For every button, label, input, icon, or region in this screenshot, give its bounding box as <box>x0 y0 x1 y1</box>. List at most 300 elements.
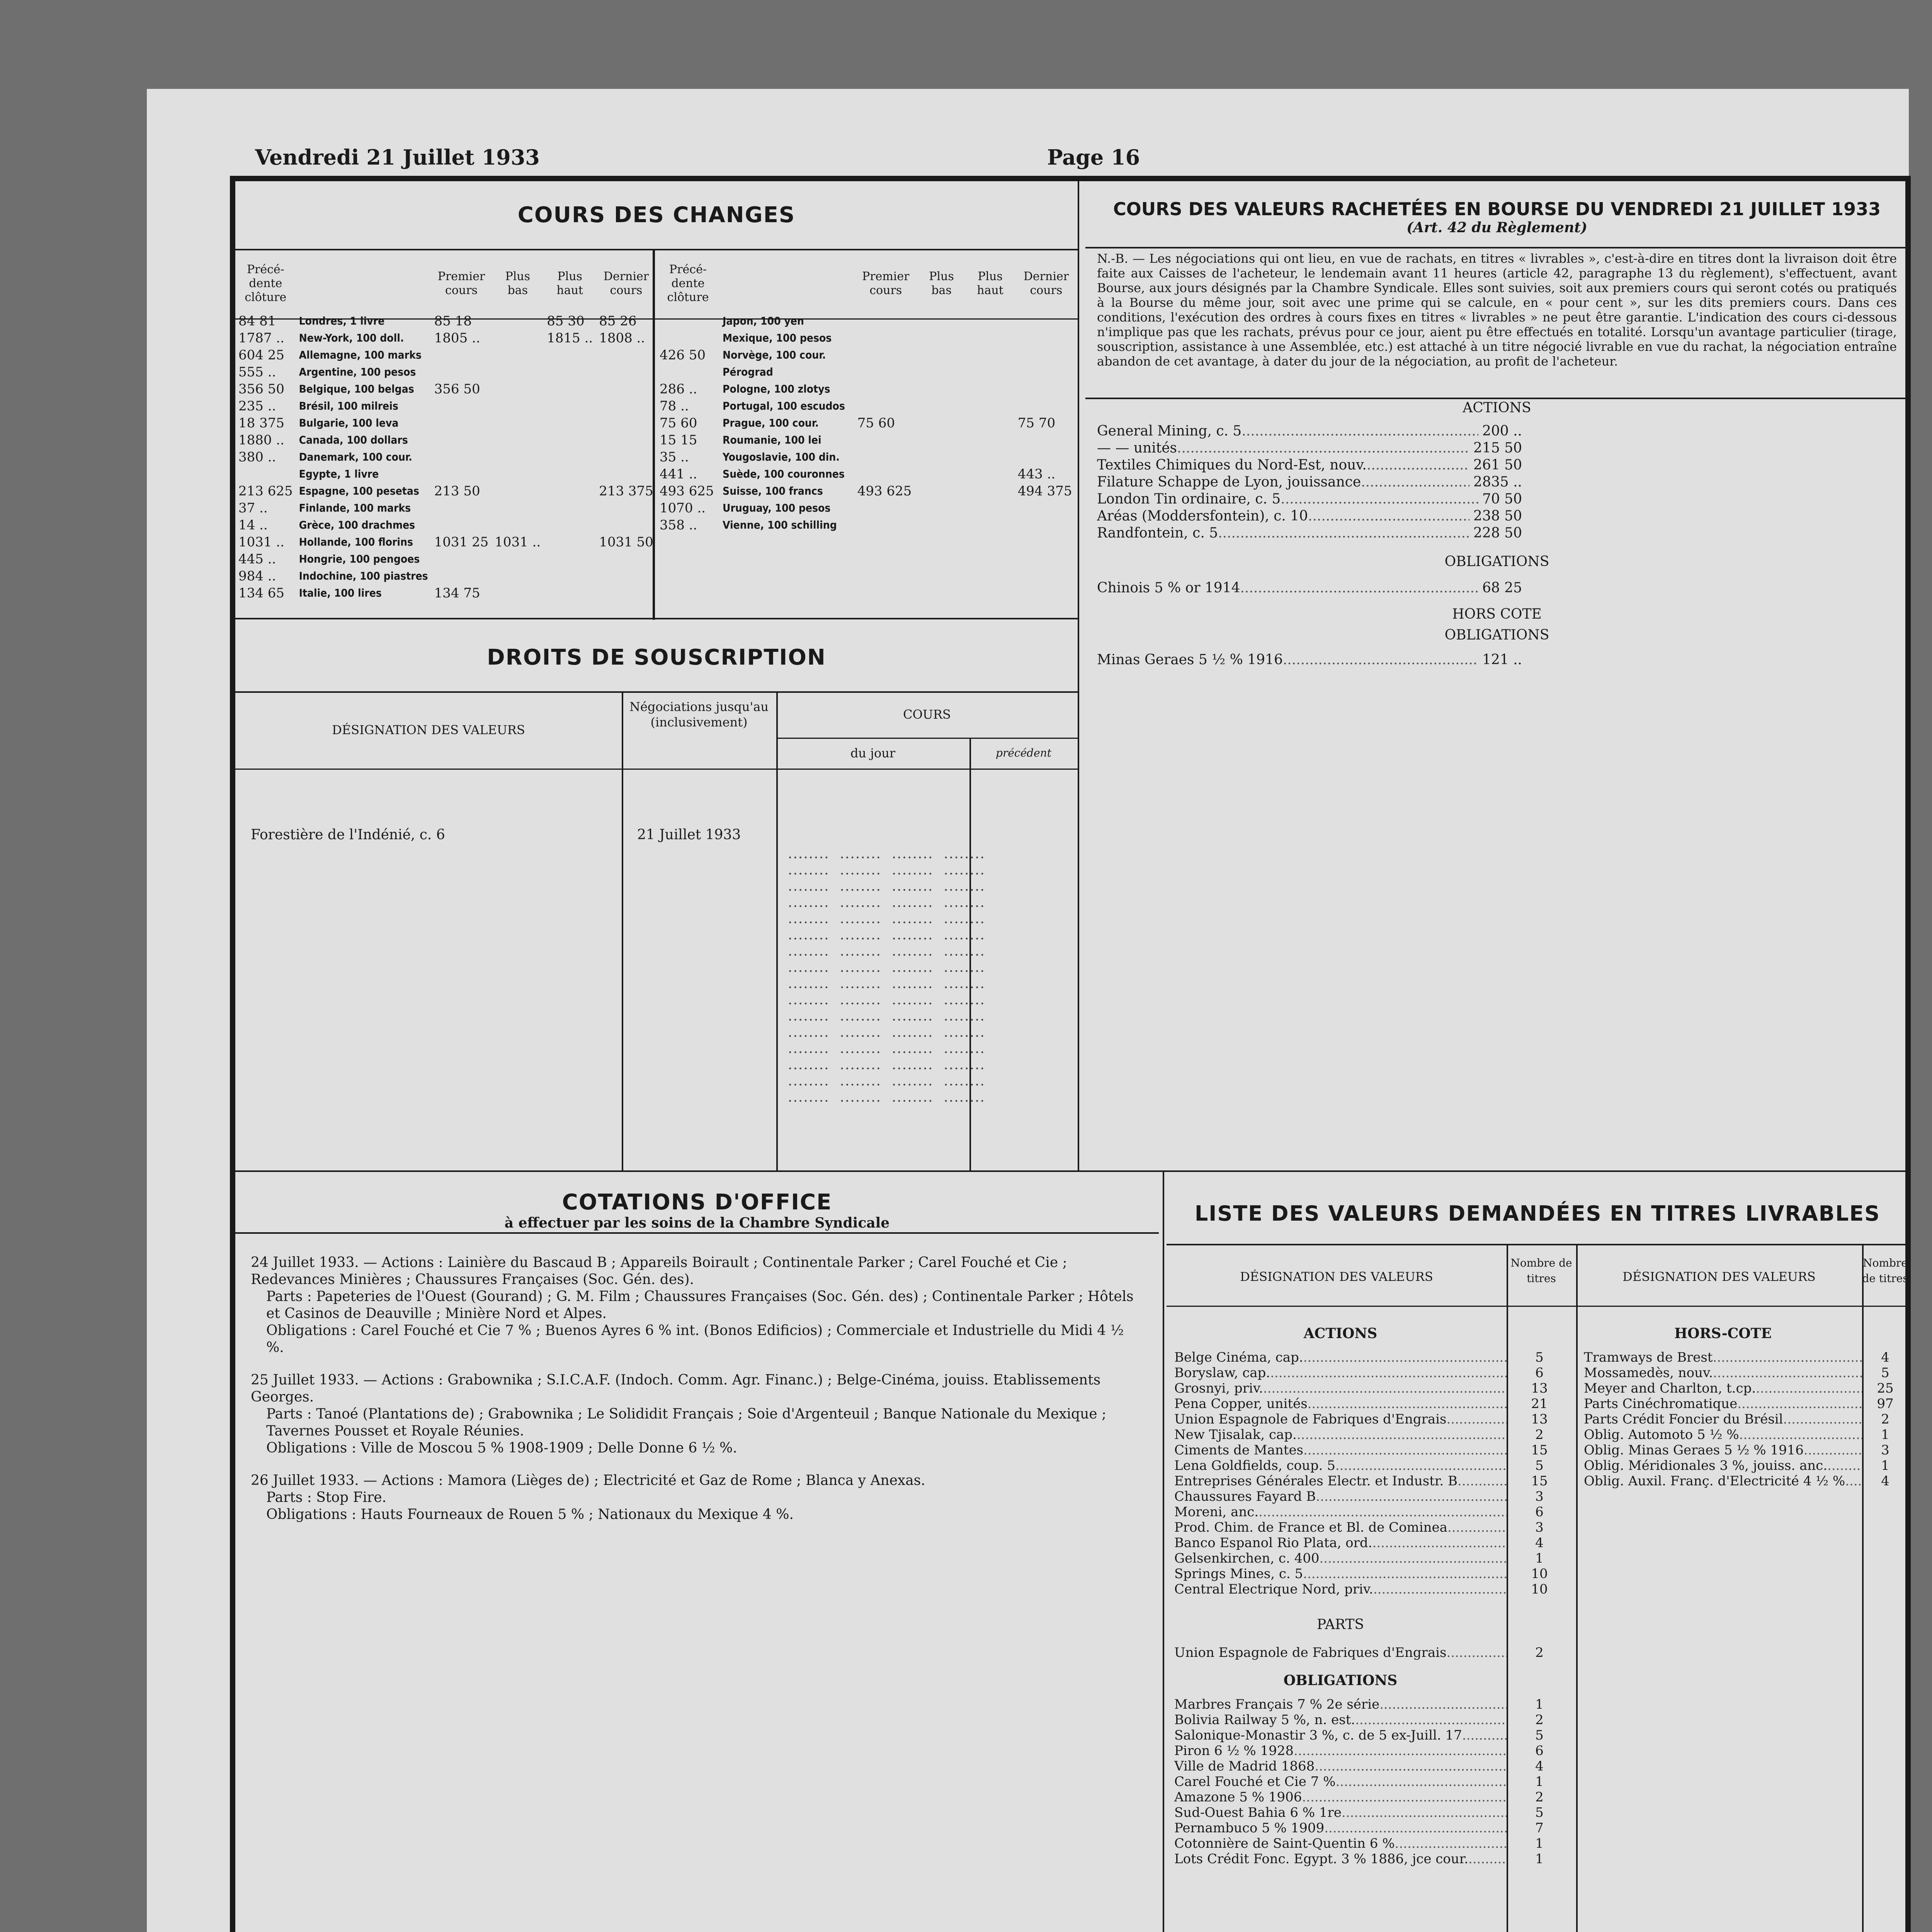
changes-value: 604 25 <box>238 347 284 363</box>
changes-value <box>492 364 544 381</box>
changes-value <box>596 517 656 534</box>
changes-value <box>917 347 966 364</box>
changes-value <box>966 398 1015 415</box>
changes-col-header: Dernier cours <box>1023 270 1069 297</box>
livrables-action-label: Grosnyi, priv. <box>1174 1381 1263 1396</box>
changes-value <box>492 398 544 415</box>
livrables-action <box>1174 1365 1572 1381</box>
livrables-oblig-cell <box>1174 1774 1507 1789</box>
changes-row <box>235 449 656 466</box>
changes-value <box>596 568 656 585</box>
changes-col-header <box>296 255 431 313</box>
souscription-row-name: Forestière de l'Indénié, c. 6 <box>251 827 445 843</box>
newspaper-page <box>147 89 1909 1932</box>
changes-value <box>544 415 596 432</box>
livrables-horscote-cell <box>1584 1427 1862 1442</box>
livrables-oblig-leader <box>1342 1805 1507 1820</box>
rachetees-action-label: — — unités <box>1097 440 1177 456</box>
livrables-action-count: 10 <box>1531 1566 1548 1582</box>
changes-currency: Egypte, 1 livre <box>299 468 379 480</box>
changes-col-header: Plus haut <box>977 270 1003 297</box>
changes-value <box>596 585 656 602</box>
changes-value <box>966 381 1015 398</box>
changes-currency: Finlande, 100 marks <box>299 502 411 514</box>
livrables-horscote-leader <box>1713 1350 1862 1365</box>
livrables-part-count: 2 <box>1535 1645 1544 1660</box>
changes-row <box>656 466 1078 483</box>
livrables-action-label: Lena Goldfields, coup. 5 <box>1174 1458 1335 1473</box>
rachetees-oblig-value: 68 25 <box>1482 580 1522 596</box>
changes-value <box>596 551 656 568</box>
rachetees-horscote-value: 121 .. <box>1482 652 1522 668</box>
changes-col-header: Plus haut <box>556 270 583 297</box>
livrables-oblig-label: Cotonnière de Saint-Quentin 6 % <box>1174 1836 1395 1851</box>
changes-currency: Bulgarie, 100 leva <box>299 417 399 429</box>
rachetees-oblig-leader <box>1240 580 1478 597</box>
rachetees-subtitle: (Art. 42 du Règlement) <box>1406 219 1587 236</box>
livrables-horscote-leader <box>1827 1458 1862 1473</box>
changes-row <box>235 381 656 398</box>
changes-value <box>544 534 596 551</box>
rachetees-action-label: Aréas (Moddersfontein), c. 10 <box>1097 508 1308 524</box>
rachetees-action-leader <box>1177 440 1469 457</box>
changes-value <box>492 432 544 449</box>
livrables-action <box>1174 1566 1572 1582</box>
livrables-part <box>1174 1645 1572 1660</box>
changes-currency: Uruguay, 100 pesos <box>723 502 831 514</box>
changes-currency: Pologne, 100 zlotys <box>723 383 830 395</box>
livrables-action-count: 21 <box>1531 1396 1548 1412</box>
changes-row <box>235 500 656 517</box>
rachetees-action-label: Textiles Chimiques du Nord-Est, nouv. <box>1097 457 1367 473</box>
changes-value: 1787 .. <box>238 330 284 346</box>
changes-value: 1808 .. <box>599 330 645 346</box>
changes-currency: Pérograd <box>723 366 773 378</box>
rachetees-action <box>1097 440 1522 457</box>
changes-value <box>431 415 492 432</box>
rachetees-action <box>1097 423 1522 440</box>
rachetees-action <box>1097 457 1522 474</box>
changes-col-header: Précé- dente clôture <box>667 263 709 304</box>
livrables-action-cell <box>1174 1427 1507 1442</box>
livrables-oblig-cell <box>1174 1836 1507 1851</box>
livrables-action-leader <box>1319 1551 1507 1566</box>
changes-value <box>544 381 596 398</box>
rachetees-horscote <box>1097 651 1522 668</box>
changes-value <box>596 398 656 415</box>
changes-value <box>1015 432 1078 449</box>
changes-value <box>544 500 596 517</box>
changes-currency: New-York, 100 doll. <box>299 332 404 344</box>
changes-row <box>656 432 1078 449</box>
livrables-action-label: Prod. Chim. de France et Bl. de Cominea <box>1174 1520 1447 1535</box>
livrables-oblig-count: 6 <box>1535 1743 1544 1759</box>
livrables-title: LISTE DES VALEURS DEMANDÉES EN TITRES LIVRABLES <box>1194 1201 1881 1226</box>
changes-row <box>656 347 1078 364</box>
livrables-oblig-leader <box>1315 1759 1507 1774</box>
office-para3-parts: Parts : Stop Fire. <box>266 1490 386 1505</box>
livrables-oblig <box>1174 1836 1572 1851</box>
changes-value <box>492 585 544 602</box>
livrables-action <box>1174 1396 1572 1412</box>
changes-value <box>431 449 492 466</box>
livrables-oblig-cell <box>1174 1820 1507 1836</box>
rachetees-horscote-leader <box>1283 651 1478 668</box>
rachetees-action-leader <box>1361 474 1469 491</box>
livrables-oblig-cell <box>1174 1851 1507 1867</box>
changes-row <box>656 381 1078 398</box>
livrables-col3: DÉSIGNATION DES VALEURS <box>1622 1269 1816 1284</box>
changes-value: 1815 .. <box>547 330 593 346</box>
livrables-action-label: Union Espagnole de Fabriques d'Engrais <box>1174 1412 1447 1427</box>
livrables-oblig-count: 1 <box>1535 1774 1544 1789</box>
changes-value <box>431 551 492 568</box>
livrables-action-cell <box>1174 1442 1507 1458</box>
rachetees-title: COURS DES VALEURS RACHETÉES EN BOURSE DU VENDREDI 21 JUILLET 1933 <box>1113 199 1881 219</box>
changes-value <box>1015 517 1078 534</box>
livrables-oblig-count: 1 <box>1535 1851 1544 1867</box>
livrables-action-count: 6 <box>1535 1504 1544 1520</box>
changes-value: 445 .. <box>238 551 276 567</box>
livrables-action-cell <box>1174 1473 1507 1489</box>
changes-value <box>966 364 1015 381</box>
changes-value <box>854 517 917 534</box>
livrables-oblig-cell <box>1174 1697 1507 1712</box>
changes-currency: Danemark, 100 cour. <box>299 451 412 463</box>
changes-currency: Suède, 100 couronnes <box>723 468 845 480</box>
livrables-oblig-count: 2 <box>1535 1789 1544 1805</box>
livrables-horscote-leader <box>1739 1427 1862 1442</box>
souscription-section <box>235 629 1078 1170</box>
livrables-oblig <box>1174 1851 1572 1867</box>
changes-value <box>431 466 492 483</box>
changes-value <box>544 568 596 585</box>
livrables-horscote-count: 25 <box>1877 1381 1894 1396</box>
rachetees-action <box>1097 525 1522 542</box>
office-para1: 24 Juillet 1933. — Actions : Lainière du Bascaud B ; Appareils Boirault ; Continentale Parker ; Carel Fouché et Cie ; Redevances Minières ; Chaussures Françaises (Soc. Gén. des). <box>251 1255 1067 1287</box>
changes-value: 1805 .. <box>434 330 480 346</box>
changes-row <box>235 415 656 432</box>
changes-col-header: Premier cours <box>862 270 910 297</box>
changes-value <box>492 330 544 347</box>
changes-currency: Hongrie, 100 pengoes <box>299 553 420 565</box>
changes-currency: Norvège, 100 cour. <box>723 349 826 361</box>
changes-row <box>235 313 656 330</box>
livrables-action-count: 15 <box>1531 1473 1548 1489</box>
changes-row <box>656 313 1078 330</box>
changes-value <box>656 313 719 330</box>
livrables-action-count: 5 <box>1535 1350 1544 1365</box>
livrables-parts-heading: PARTS <box>1316 1617 1364 1633</box>
livrables-horscote-cell <box>1584 1396 1862 1412</box>
changes-value <box>1015 347 1078 364</box>
changes-value: 75 60 <box>660 415 697 431</box>
livrables-horscote-leader <box>1756 1381 1862 1396</box>
changes-value <box>492 517 544 534</box>
livrables-horscote <box>1584 1473 1908 1489</box>
livrables-oblig <box>1174 1789 1572 1805</box>
changes-currency: Prague, 100 cour. <box>723 417 819 429</box>
changes-currency: Belgique, 100 belgas <box>299 383 414 395</box>
livrables-horscote-cell <box>1584 1350 1862 1365</box>
changes-value <box>544 517 596 534</box>
livrables-action-label: Ciments de Mantes <box>1174 1442 1303 1458</box>
changes-value: 35 .. <box>660 449 689 465</box>
livrables-action-cell <box>1174 1535 1507 1551</box>
changes-value <box>917 330 966 347</box>
livrables-action-label: Boryslaw, cap. <box>1174 1365 1270 1381</box>
changes-row <box>235 517 656 534</box>
livrables-horscote-cell <box>1584 1365 1862 1381</box>
changes-value <box>1015 364 1078 381</box>
livrables-action-leader <box>1373 1582 1507 1597</box>
changes-value <box>854 347 917 364</box>
livrables-horscote-count: 5 <box>1881 1365 1889 1381</box>
changes-row <box>235 585 656 602</box>
changes-row <box>235 330 656 347</box>
livrables-action-cell <box>1174 1551 1507 1566</box>
livrables-action <box>1174 1582 1572 1597</box>
livrables-oblig-leader <box>1302 1789 1507 1805</box>
changes-value <box>596 347 656 364</box>
header-date: Vendredi 21 Juillet 1933 <box>255 145 540 170</box>
livrables-horscote <box>1584 1365 1908 1381</box>
livrables-action-count: 3 <box>1535 1520 1544 1535</box>
livrables-oblig-leader <box>1462 1728 1507 1743</box>
changes-value <box>1015 330 1078 347</box>
changes-value <box>492 483 544 500</box>
changes-value <box>1015 381 1078 398</box>
changes-value <box>854 398 917 415</box>
livrables-action-cell <box>1174 1489 1507 1504</box>
livrables-horscote-label: Oblig. Auxil. Franç. d'Electricité 4 ½ % <box>1584 1473 1845 1489</box>
rachetees-action-label: London Tin ordinaire, c. 5 <box>1097 491 1281 507</box>
livrables-action-leader <box>1303 1566 1507 1582</box>
livrables-action <box>1174 1442 1572 1458</box>
office-section <box>235 1178 1159 1932</box>
changes-value: 356 50 <box>434 381 480 397</box>
changes-row <box>656 483 1078 500</box>
livrables-action-count: 13 <box>1531 1381 1548 1396</box>
changes-value <box>917 364 966 381</box>
livrables-oblig-count: 1 <box>1535 1697 1544 1712</box>
livrables-oblig-label: Bolivia Railway 5 %, n. est. <box>1174 1712 1355 1728</box>
livrables-oblig-cell <box>1174 1728 1507 1743</box>
livrables-oblig-count: 1 <box>1535 1836 1544 1851</box>
changes-title: COURS DES CHANGES <box>517 202 796 228</box>
livrables-horscote-label: Parts Crédit Foncier du Brésil <box>1584 1412 1783 1427</box>
livrables-oblig-leader <box>1468 1851 1507 1867</box>
rachetees-action-label: Filature Schappe de Lyon, jouissance <box>1097 474 1361 490</box>
livrables-oblig <box>1174 1820 1572 1836</box>
changes-value: 286 .. <box>660 381 697 397</box>
changes-value <box>656 364 719 381</box>
livrables-part-label: Union Espagnole de Fabriques d'Engrais <box>1174 1645 1447 1660</box>
livrables-oblig-label: Pernambuco 5 % 1909 <box>1174 1820 1325 1836</box>
livrables-action-count: 10 <box>1531 1582 1548 1597</box>
changes-value <box>544 585 596 602</box>
changes-value <box>492 415 544 432</box>
changes-currency: Indochine, 100 piastres <box>299 570 428 582</box>
changes-value: 1070 .. <box>660 500 706 516</box>
livrables-action <box>1174 1551 1572 1566</box>
livrables-oblig <box>1174 1697 1572 1712</box>
livrables-action-count: 2 <box>1535 1427 1544 1442</box>
changes-currency: Vienne, 100 schilling <box>723 519 837 531</box>
livrables-oblig-cell <box>1174 1789 1507 1805</box>
rachetees-actions-heading: ACTIONS <box>1463 400 1531 416</box>
changes-value <box>1015 398 1078 415</box>
changes-table-right <box>656 255 1078 534</box>
changes-value: 356 50 <box>238 381 284 397</box>
livrables-action-label: Banco Espanol Rio Plata, ord. <box>1174 1535 1372 1551</box>
changes-value <box>917 381 966 398</box>
changes-value <box>544 483 596 500</box>
livrables-horscote-count: 3 <box>1881 1442 1889 1458</box>
rachetees-note: N.-B. — Les négociations qui ont lieu, en vue de rachats, en titres « livrables », c'est-à-dire en titres dont la livraison doit être faite aux Caisses de l'acheteur, le lendemain avant 11 heures (article 42, paragraphe 13 du règlement), s'effectuent, avant Bourse, aux jours désignés par la Chambre Syndicale. Elles sont suivies, soit aux premiers cours qui seront cotés ou pratiqués à la Bourse du même jour, soit avec une prime qui se calcule, en « pour cent », sur les dits premiers cours. Dans ces conditions, l'exécution des ordres à cours fixes en titres « livrables » ne peut être garantie. L'indication des cours ci-dessous n'implique pas que les rachats, prévus pour ce jour, aient pu être effectués en totalité. Lorsqu'un avantage particulier (tirage, souscription, assistance à une Assemblée, etc.) est attaché à un titre négocié livrable en vue du rachat, la négociation entraîne abandon de cet avantage, à dater du jour de la négociation, au profit de l'acheteur. <box>1097 251 1897 369</box>
rachetees-action-value: 238 50 <box>1473 508 1522 524</box>
changes-value <box>431 364 492 381</box>
changes-currency: Hollande, 100 florins <box>299 536 413 548</box>
livrables-action-cell <box>1174 1458 1507 1473</box>
livrables-horscote <box>1584 1381 1908 1396</box>
livrables-action <box>1174 1350 1572 1365</box>
changes-value: 380 .. <box>238 449 276 465</box>
livrables-action-leader <box>1259 1504 1507 1520</box>
livrables-col2: Nombre de titres <box>1510 1257 1572 1285</box>
changes-value: 75 70 <box>1017 415 1056 431</box>
livrables-action-leader <box>1303 1442 1507 1458</box>
changes-value <box>656 330 719 347</box>
changes-value: 358 .. <box>660 517 697 533</box>
livrables-action-label: Pena Copper, unités <box>1174 1396 1308 1412</box>
office-para3: 26 Juillet 1933. — Actions : Mamora (Lièges de) ; Electricité et Gaz de Rome ; Blanca y Anexas. <box>251 1473 925 1488</box>
livrables-oblig-cell <box>1174 1759 1507 1774</box>
changes-row <box>235 534 656 551</box>
livrables-col4: Nombre de titres <box>1862 1257 1908 1285</box>
office-para1-parts: Parts : Papeteries de l'Ouest (Gourand) ; G. M. Film ; Chaussures Françaises (Soc. Gén. des) ; Continentale Parker ; Hôtels et Casinos de Deauville ; Minière Nord et Alpes. <box>266 1289 1134 1321</box>
changes-value: 85 26 <box>599 313 637 329</box>
livrables-action-cell <box>1174 1365 1507 1381</box>
livrables-action-label: Springs Mines, c. 5 <box>1174 1566 1303 1582</box>
livrables-section <box>1167 1178 1908 1932</box>
livrables-horscote <box>1584 1427 1908 1442</box>
livrables-horscote-count: 2 <box>1881 1412 1889 1427</box>
livrables-oblig-label: Lots Crédit Fonc. Egypt. 3 % 1886, jce cour. <box>1174 1851 1468 1867</box>
office-para1-oblig: Obligations : Carel Fouché et Cie 7 % ; Buenos Ayres 6 % int. (Bonos Edificios) ; Commerciale et Industrielle du Midi 4 ½ %. <box>266 1323 1124 1355</box>
rachetees-section <box>1085 181 1908 1170</box>
livrables-action-cell <box>1174 1520 1507 1535</box>
changes-value <box>596 466 656 483</box>
livrables-oblig-leader <box>1324 1820 1507 1836</box>
rachetees-oblig-label: Chinois 5 % or 1914 <box>1097 580 1240 596</box>
changes-value: 14 .. <box>238 517 268 533</box>
livrables-horscote <box>1584 1396 1908 1412</box>
livrables-horscote-count: 4 <box>1881 1350 1889 1365</box>
changes-row <box>235 432 656 449</box>
livrables-horscote-label: Oblig. Minas Geraes 5 ½ % 1916 <box>1584 1442 1804 1458</box>
livrables-action-label: Moreni, anc. <box>1174 1504 1259 1520</box>
rachetees-action-label: General Mining, c. 5 <box>1097 423 1242 439</box>
changes-row <box>656 517 1078 534</box>
changes-value <box>596 364 656 381</box>
changes-value: 213 50 <box>434 483 480 499</box>
changes-currency: Roumanie, 100 lei <box>723 434 821 446</box>
changes-value <box>854 432 917 449</box>
changes-value <box>854 466 917 483</box>
changes-value <box>917 432 966 449</box>
livrables-oblig-count: 5 <box>1535 1728 1544 1743</box>
livrables-action-count: 4 <box>1535 1535 1544 1551</box>
livrables-horscote-label: Parts Cinéchromatique <box>1584 1396 1738 1412</box>
changes-value: 441 .. <box>660 466 697 482</box>
changes-value <box>431 568 492 585</box>
livrables-oblig-leader <box>1355 1712 1507 1728</box>
livrables-oblig-label: Ville de Madrid 1868 <box>1174 1759 1315 1774</box>
livrables-horscote-heading: HORS-COTE <box>1674 1325 1772 1342</box>
changes-value <box>966 449 1015 466</box>
livrables-action-count: 13 <box>1531 1412 1548 1427</box>
souscription-col-date: Négociations jusqu'au (inclusivement) <box>629 699 769 730</box>
changes-value <box>431 432 492 449</box>
livrables-oblig-label: Marbres Français 7 % 2e série <box>1174 1697 1380 1712</box>
office-title: COTATIONS D'OFFICE <box>562 1190 832 1215</box>
changes-value: 78 .. <box>660 398 689 414</box>
livrables-action-label: Belge Cinéma, cap. <box>1174 1350 1303 1365</box>
changes-col-header: Plus bas <box>929 270 954 297</box>
changes-row <box>656 415 1078 432</box>
changes-value: 84 81 <box>238 313 276 329</box>
changes-value <box>596 449 656 466</box>
changes-value <box>917 483 966 500</box>
livrables-action <box>1174 1458 1572 1473</box>
changes-value <box>966 500 1015 517</box>
changes-currency: Brésil, 100 milreis <box>299 400 398 412</box>
changes-value <box>492 449 544 466</box>
livrables-horscote-cell <box>1584 1381 1862 1396</box>
rachetees-action <box>1097 491 1522 508</box>
livrables-horscote-count: 1 <box>1881 1458 1889 1473</box>
changes-value <box>544 347 596 364</box>
changes-value: 213 625 <box>238 483 293 499</box>
livrables-oblig-count: 2 <box>1535 1712 1544 1728</box>
changes-value <box>854 330 917 347</box>
changes-value <box>235 466 296 483</box>
changes-value <box>966 517 1015 534</box>
changes-value <box>966 330 1015 347</box>
changes-value <box>917 415 966 432</box>
livrables-action-leader <box>1316 1489 1507 1504</box>
souscription-col-jour: du jour <box>850 746 896 760</box>
rachetees-action <box>1097 508 1522 525</box>
livrables-oblig-count: 7 <box>1535 1820 1544 1836</box>
livrables-horscote-leader <box>1845 1473 1862 1489</box>
livrables-oblig-label: Salonique-Monastir 3 %, c. de 5 ex-Juill. 17 <box>1174 1728 1462 1743</box>
changes-currency: Espagne, 100 pesetas <box>299 485 419 497</box>
livrables-horscote-count: 1 <box>1881 1427 1889 1442</box>
changes-value <box>544 432 596 449</box>
changes-currency: Japon, 100 yen <box>723 315 804 327</box>
livrables-action-leader <box>1297 1427 1507 1442</box>
changes-value: 134 75 <box>434 585 480 601</box>
changes-col-header: Premier cours <box>437 270 485 297</box>
changes-value: 493 625 <box>660 483 714 499</box>
changes-value <box>431 398 492 415</box>
livrables-oblig-heading: OBLIGATIONS <box>1283 1672 1398 1689</box>
changes-value <box>966 347 1015 364</box>
changes-row <box>656 449 1078 466</box>
livrables-actions-heading: ACTIONS <box>1303 1325 1378 1342</box>
